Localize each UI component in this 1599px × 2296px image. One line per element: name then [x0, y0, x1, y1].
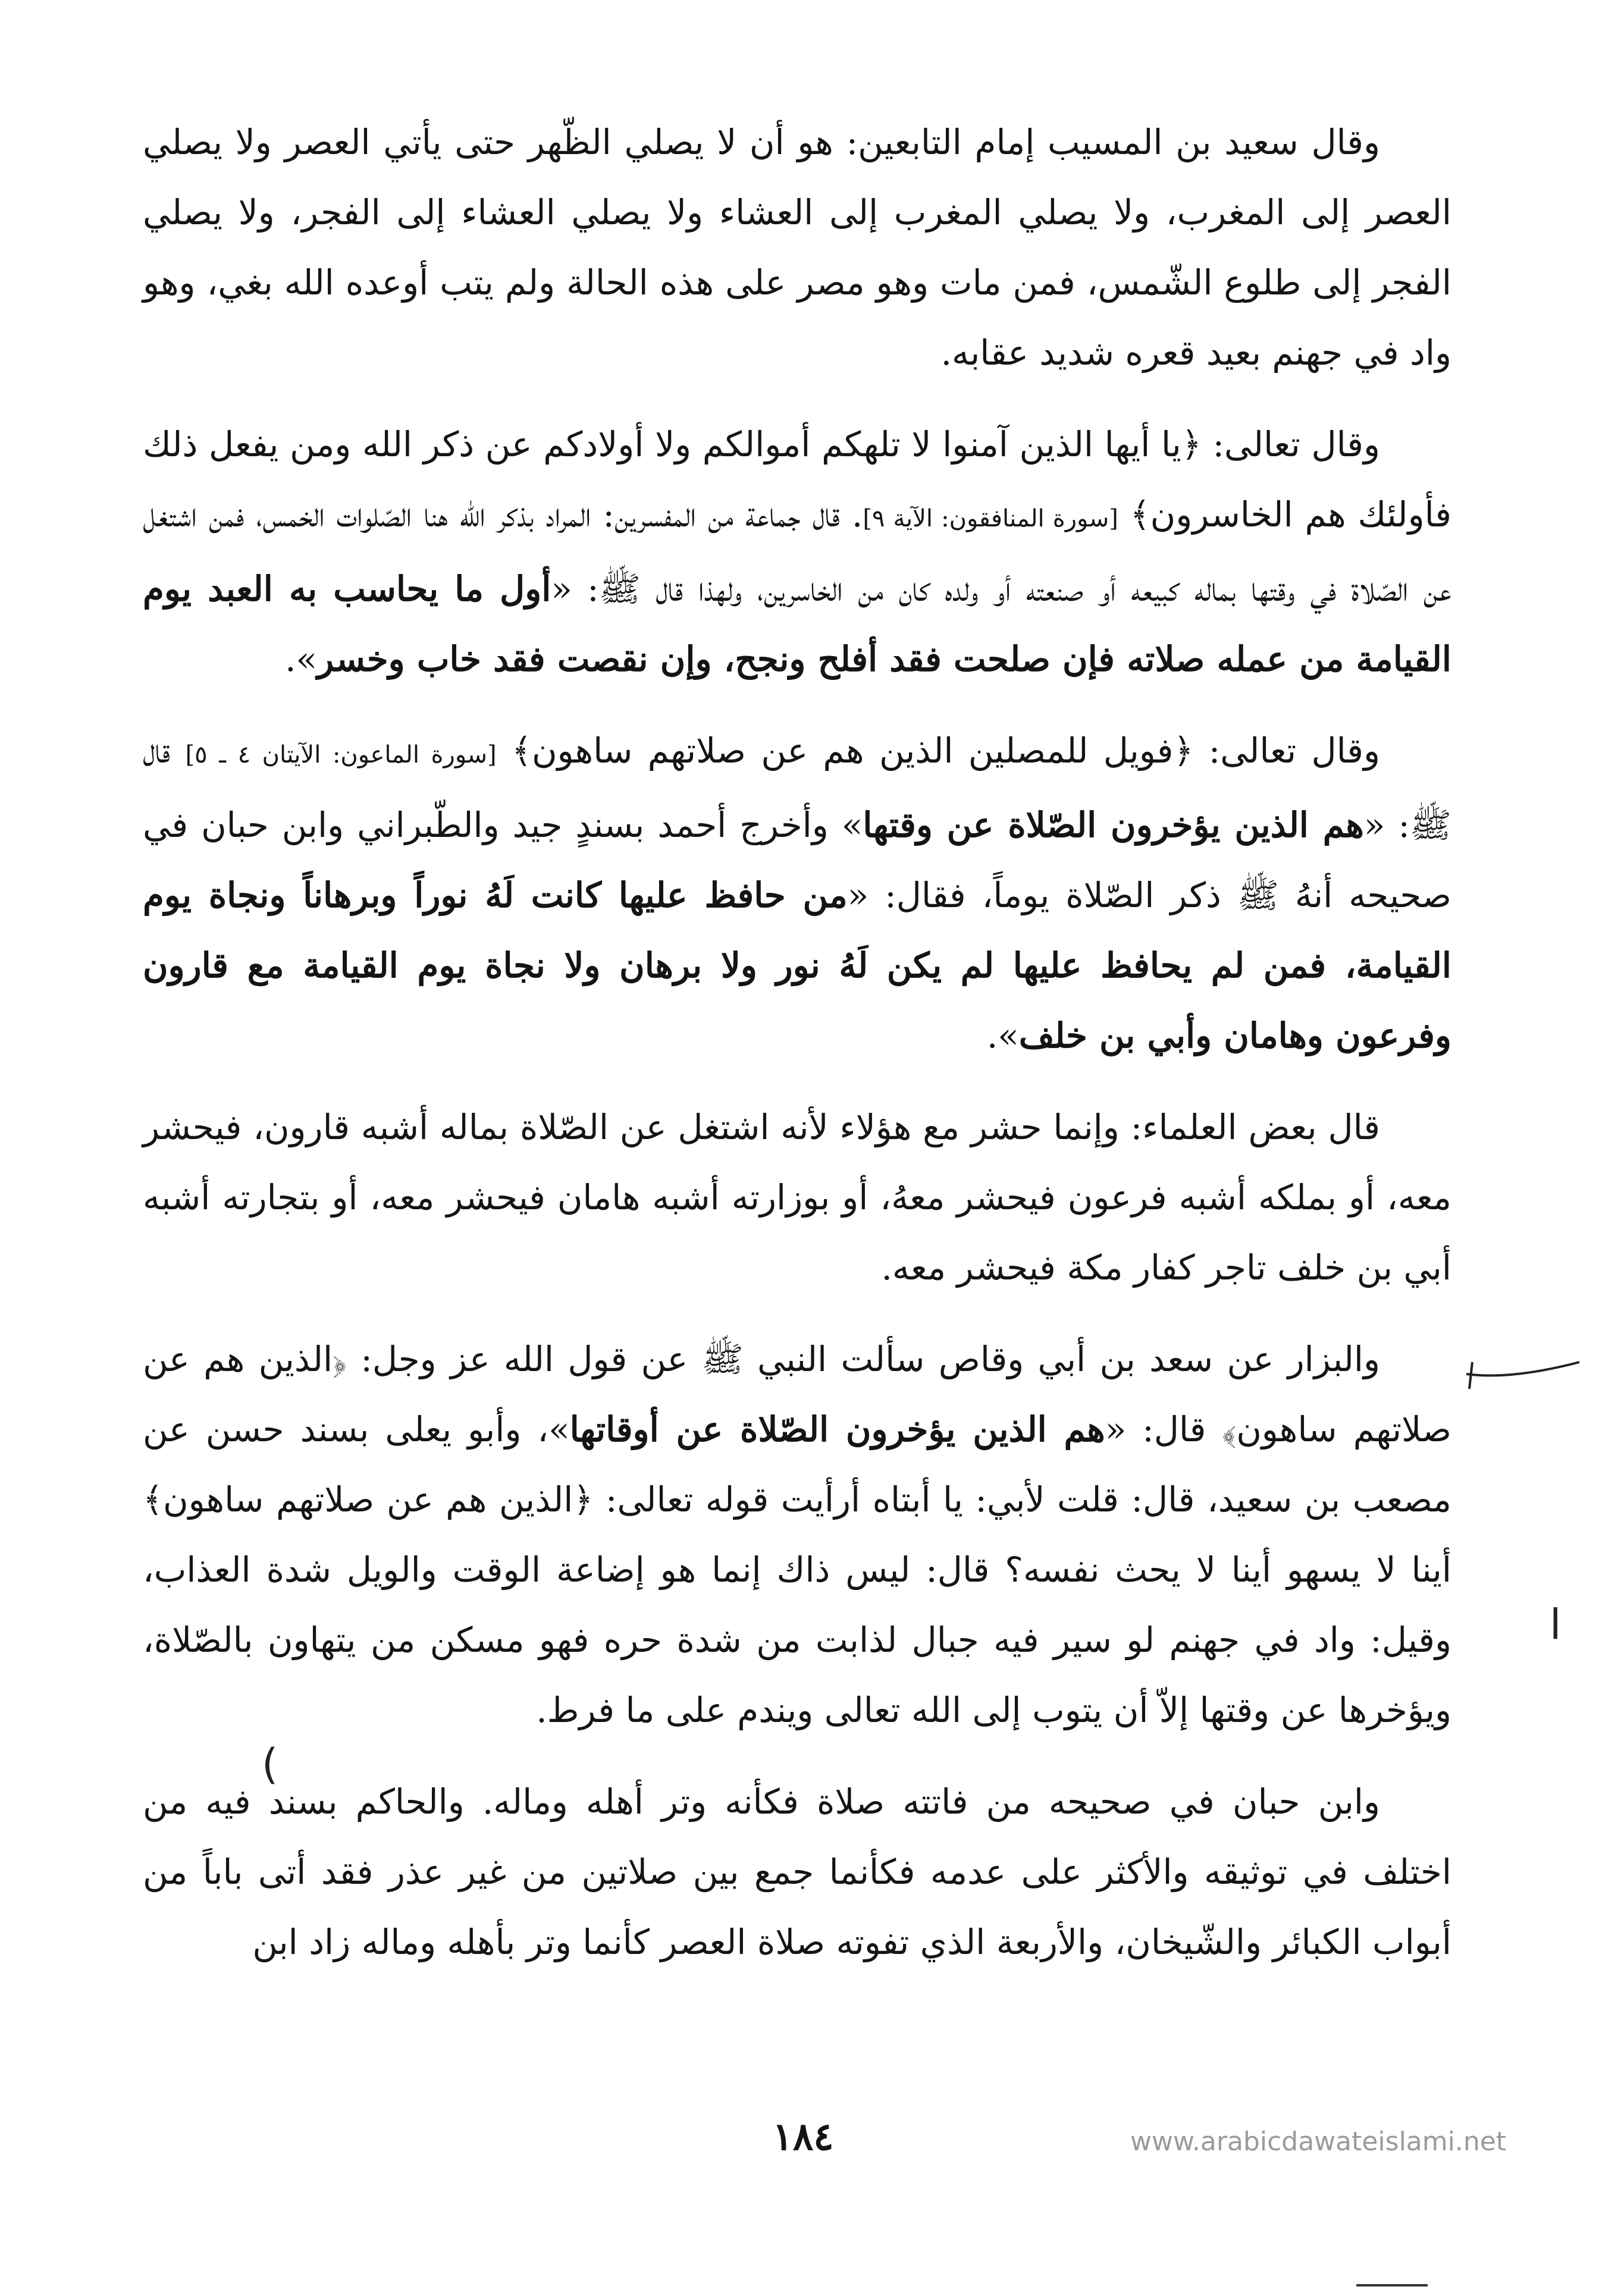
paragraph-text: ». — [285, 639, 318, 679]
paragraph — [143, 1092, 1451, 1303]
hadith-text: أول ما يحاسب به العبد يوم القيامة من عمله صلاته فإن صلحت فقد أفلح ونجح، وإن نقصت فقد خاب وخسر — [143, 569, 1451, 679]
paragraph-text: » وأخرج أحمد بسندٍ جيد والطّبراني وابن حبان في صحيحه أنهُ ﷺ ذكر الصّلاة يوماً، فقال: « — [143, 805, 1452, 915]
margin-close-bracket: ) — [262, 1740, 278, 1789]
paragraph — [143, 409, 1451, 694]
bottom-rule — [1356, 2284, 1428, 2286]
paragraph — [143, 716, 1451, 1071]
page-number: ١٨٤ — [772, 2115, 834, 2159]
paragraph — [143, 1324, 1451, 1745]
page-body-text — [143, 107, 1451, 1999]
paragraph — [143, 107, 1451, 388]
paragraph-text: »، وأبو يعلى بسند حسن عن مصعب بن سعيد، قال: قلت لأبي: يا أبتاه أرأيت قوله تعالى: ﴿الذين هم عن صلاتهم ساهون﴾ أينا لا يسهو أينا لا يحث نفسه؟ قال: ليس ذاك إنما هو إضاعة الوقت والويل شدة العذاب، وقيل: واد في جهنم لو سير فيه جبال لذابت من شدة حره فهو مسكن من يتهاون بالصّلاة، ويؤخرها عن وقتها إلاّ أن يتوب إلى الله تعالى ويندم على ما فرط. — [143, 1409, 1451, 1730]
paragraph-text: وقال تعالى: ﴿يا أيها الذين آمنوا لا تلهكم أموالكم ولا أولادكم عن ذكر الله ومن يفعل ذلك فأولئك هم الخاسرون﴾ — [143, 424, 1451, 535]
paragraph-text: . قال جماعة من المفسرين: المراد بذكر الله هنا الصّلوات الخمس، فمن اشتغل عن الصّلاة في وقتها بماله كبيعه أو صنعته أو ولده كان من الخاسرين، ولهذا قال ﷺ: « — [143, 494, 1451, 609]
paragraph — [143, 1767, 1451, 1977]
paragraph-text: وقال سعيد بن المسيب إمام التابعين: هو أن لا يصلي الظّهر حتى يأتي العصر ولا يصلي العصر إلى المغرب، ولا يصلي المغرب إلى العشاء ولا يصلي العشاء إلى الفجر، ولا يصلي الفجر إلى طلوع الشّمس، فمن مات وهو مصر على هذه الحالة ولم يتب أوعده الله بغي، وهو واد في جهنم بعيد قعره شديد عقابه. — [143, 122, 1451, 373]
watermark-url: www.arabicdawateislami.net — [1130, 2126, 1507, 2157]
paragraph-text: والبزار عن سعد بن أبي وقاص سألت النبي ﷺ عن قول الله عز وجل: ﴿الذين هم عن صلاتهم ساهون﴾ قال: « — [143, 1339, 1451, 1450]
margin-side-mark: ا — [1550, 1600, 1562, 1649]
hadith-text: هم الذين يؤخرون الصّلاة عن وقتها — [863, 805, 1364, 845]
hadith-text: هم الذين يؤخرون الصّلاة عن أوقاتها — [569, 1409, 1105, 1450]
paragraph-text: وابن حبان في صحيحه من فاتته صلاة فكأنه وتر أهله وماله. والحاكم بسند فيه من اختلف في توثيقه والأكثر على عدمه فكأنما جمع بين صلاتين من غير عذر فقد أتى باباً من أبواب الكبائر والشّيخان، والأربعة الذي تفوته صلاة العصر كأنما وتر بأهله وماله زاد ابن — [143, 1781, 1451, 1962]
paragraph-text: ». — [986, 1015, 1019, 1056]
citation-text: [سورة المنافقون: الآية ٩] — [863, 505, 1118, 532]
citation-text: [سورة الماعون: الآيتان ٤ ـ ٥] — [185, 741, 497, 769]
paragraph-text: قال ﷺ: « — [143, 730, 1451, 845]
margin-annotation-line — [1463, 1356, 1582, 1392]
paragraph-text: وقال تعالى: ﴿فويل للمصلين الذين هم عن صلاتهم ساهون﴾ — [496, 730, 1380, 771]
hadith-text: من حافظ عليها كانت لَهُ نوراً وبرهاناً ونجاة يوم القيامة، فمن لم يحافظ عليها لم يكن لَهُ نور ولا برهان ولا نجاة يوم القيامة مع قارون وفرعون وهامان وأبي بن خلف — [143, 875, 1451, 1056]
paragraph-text: قال بعض العلماء: وإنما حشر مع هؤلاء لأنه اشتغل عن الصّلاة بماله أشبه قارون، فيحشر معه، أو بملكه أشبه فرعون فيحشر معهُ، أو بوزارته أشبه هامان فيحشر معه، أو بتجارته أشبه أبي بن خلف تاجر كفار مكة فيحشر معه. — [143, 1107, 1451, 1288]
